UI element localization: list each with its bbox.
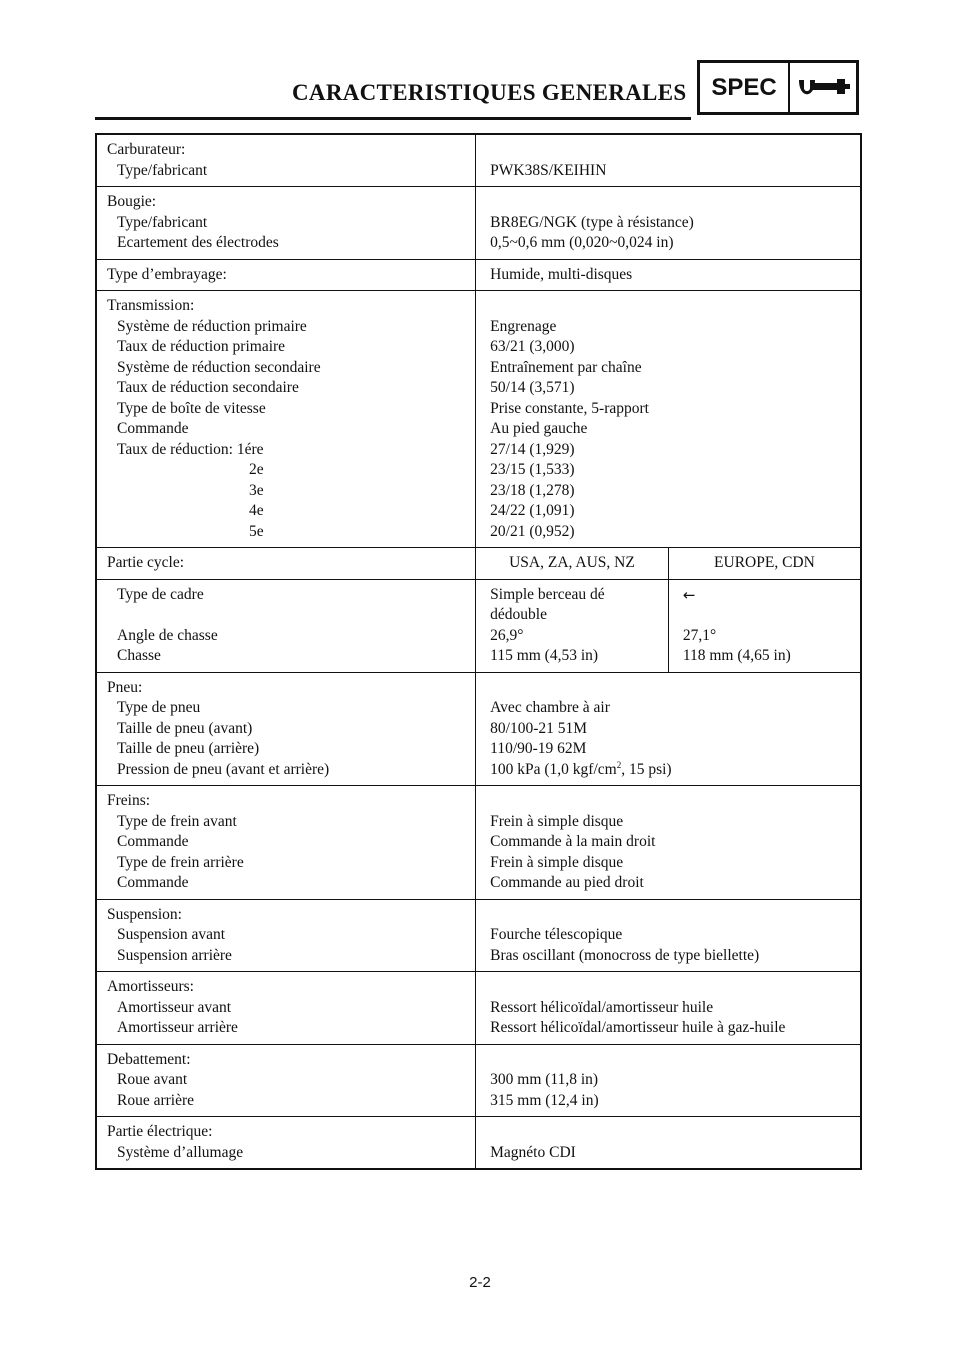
spec-value: Au pied gauche	[490, 420, 588, 437]
spec-label: Suspension avant	[117, 926, 226, 943]
table-row	[96, 259, 861, 291]
spec-label: Commande	[117, 420, 189, 437]
spec-value: 115 mm (4,53 in)	[490, 647, 599, 664]
table-row	[96, 548, 861, 580]
spec-label: Taux de réduction: 1ére	[117, 440, 264, 458]
spec-value: Commande à la main droit	[490, 833, 656, 850]
spec-label: Commande	[117, 833, 189, 850]
table-row	[96, 786, 861, 900]
spec-label: Système de réduction secondaire	[117, 358, 321, 376]
spec-value: 27,1°	[682, 626, 717, 644]
gear-label: 2e	[249, 461, 264, 478]
spec-label: Type de frein arrière	[117, 853, 244, 871]
spec-value: 300 mm (11,8 in)	[490, 1071, 599, 1088]
spec-value: 27/14 (1,929)	[490, 440, 575, 458]
section-label: Partie cycle:	[107, 554, 185, 571]
spec-label: Amortisseur avant	[117, 998, 232, 1016]
spec-label: Commande	[117, 874, 189, 891]
section-label: Suspension:	[107, 905, 182, 923]
spec-label: Taille de pneu (avant)	[117, 719, 253, 737]
wrench-icon	[790, 63, 856, 112]
spec-label: Système de réduction primaire	[117, 317, 307, 335]
section-label: Transmission:	[107, 297, 195, 314]
section-label: Freins:	[107, 792, 151, 809]
spec-value: Avec chambre à air	[490, 699, 610, 716]
spec-value: Engrenage	[490, 317, 557, 335]
spec-label: Type de cadre	[117, 585, 204, 603]
spec-value: 80/100-21 51M	[490, 719, 588, 737]
spec-label: Type de boîte de vitesse	[117, 399, 266, 417]
same-as-left-arrow-icon: ←	[682, 585, 696, 604]
section-label: Partie électrique:	[107, 1123, 213, 1140]
spec-value: BR8EG/NGK (type à résistance)	[490, 213, 694, 231]
spec-value: Simple berceau dé	[490, 585, 605, 603]
page-title: CARACTERISTIQUES GENERALES	[292, 80, 687, 105]
spec-value: Ressort hélicoïdal/amortisseur huile à gaz-huile	[490, 1019, 786, 1036]
spec-value: 118 mm (4,65 in)	[682, 647, 791, 664]
spec-label: Angle de chasse	[117, 626, 218, 644]
spec-value: Humide, multi-disques	[490, 265, 633, 283]
table-row	[96, 1117, 861, 1170]
page-number: 2-2	[469, 1274, 491, 1291]
spec-value: , 15 psi)	[621, 760, 672, 778]
spec-label: Roue avant	[117, 1071, 188, 1088]
spec-label: Type/fabricant	[117, 213, 208, 231]
spec-table	[95, 133, 862, 1170]
spec-value: 100 kPa (1,0 kgf/cm	[490, 760, 617, 778]
spec-value: 20/21 (0,952)	[490, 522, 575, 540]
spec-badge-label: SPEC	[700, 63, 790, 112]
table-row	[96, 187, 861, 260]
superscript: 2	[616, 759, 622, 770]
spec-label: Taux de réduction primaire	[117, 338, 286, 355]
spec-value: 23/18 (1,278)	[490, 481, 575, 499]
spec-label: Type de pneu	[117, 699, 201, 716]
spec-value: 110/90-19 62M	[490, 740, 587, 757]
spec-badge	[697, 60, 859, 115]
table-row	[96, 899, 861, 972]
gear-label: 3e	[249, 481, 264, 499]
column-header-europe: EUROPE, CDN	[714, 554, 815, 571]
section-label: Debattement:	[107, 1050, 191, 1068]
spec-label: Type de frein avant	[117, 812, 237, 830]
spec-value: Ressort hélicoïdal/amortisseur huile	[490, 998, 714, 1016]
section-label: Bougie:	[107, 193, 157, 210]
header-rule	[95, 117, 691, 120]
spec-label: Système d’allumage	[117, 1143, 244, 1161]
spec-label: Taux de réduction secondaire	[117, 379, 299, 396]
spec-value: Prise constante, 5-rapport	[490, 399, 649, 417]
table-row	[96, 672, 861, 786]
spec-label: Amortisseur arrière	[117, 1019, 238, 1036]
spec-value: Frein à simple disque	[490, 812, 624, 830]
table-row	[96, 134, 861, 187]
spec-label: Chasse	[117, 647, 161, 664]
gear-label: 4e	[249, 502, 264, 519]
spec-label: Type/fabricant	[117, 161, 208, 179]
spec-value: 26,9°	[490, 626, 524, 644]
spec-value: 24/22 (1,091)	[490, 502, 575, 519]
section-label: Amortisseurs:	[107, 978, 194, 995]
table-row	[96, 579, 861, 672]
spec-value: 315 mm (12,4 in)	[490, 1091, 599, 1109]
spec-value: Frein à simple disque	[490, 853, 624, 871]
table-row	[96, 1044, 861, 1117]
table-row	[96, 291, 861, 548]
spec-value: 0,5~0,6 mm (0,020~0,024 in)	[490, 234, 674, 251]
spec-value: Bras oscillant (monocross de type biellette)	[490, 946, 760, 964]
spec-value: 50/14 (3,571)	[490, 379, 575, 396]
section-label: Type d’embrayage:	[107, 265, 227, 283]
spec-value: Commande au pied droit	[490, 874, 644, 891]
spec-label: Roue arrière	[117, 1091, 195, 1109]
spec-value: PWK38S/KEIHIN	[490, 161, 607, 179]
column-header-usa: USA, ZA, AUS, NZ	[509, 554, 635, 571]
section-label: Pneu:	[107, 678, 143, 696]
table-row	[96, 972, 861, 1045]
spec-label: Taille de pneu (arrière)	[117, 740, 260, 757]
tire-pressure-value	[490, 760, 860, 781]
spec-value: 23/15 (1,533)	[490, 461, 575, 478]
spec-value: Fourche télescopique	[490, 926, 623, 943]
spec-value: 63/21 (3,000)	[490, 338, 575, 355]
spec-label: Ecartement des électrodes	[117, 234, 279, 251]
spec-value: dédouble	[490, 606, 547, 623]
spec-label: Pression de pneu (avant et arrière)	[117, 760, 330, 778]
spec-value: Magnéto CDI	[490, 1143, 576, 1161]
spec-label: Suspension arrière	[117, 946, 232, 964]
spec-value: Entraînement par chaîne	[490, 358, 642, 376]
section-label: Carburateur:	[107, 141, 186, 158]
gear-label: 5e	[249, 522, 264, 540]
